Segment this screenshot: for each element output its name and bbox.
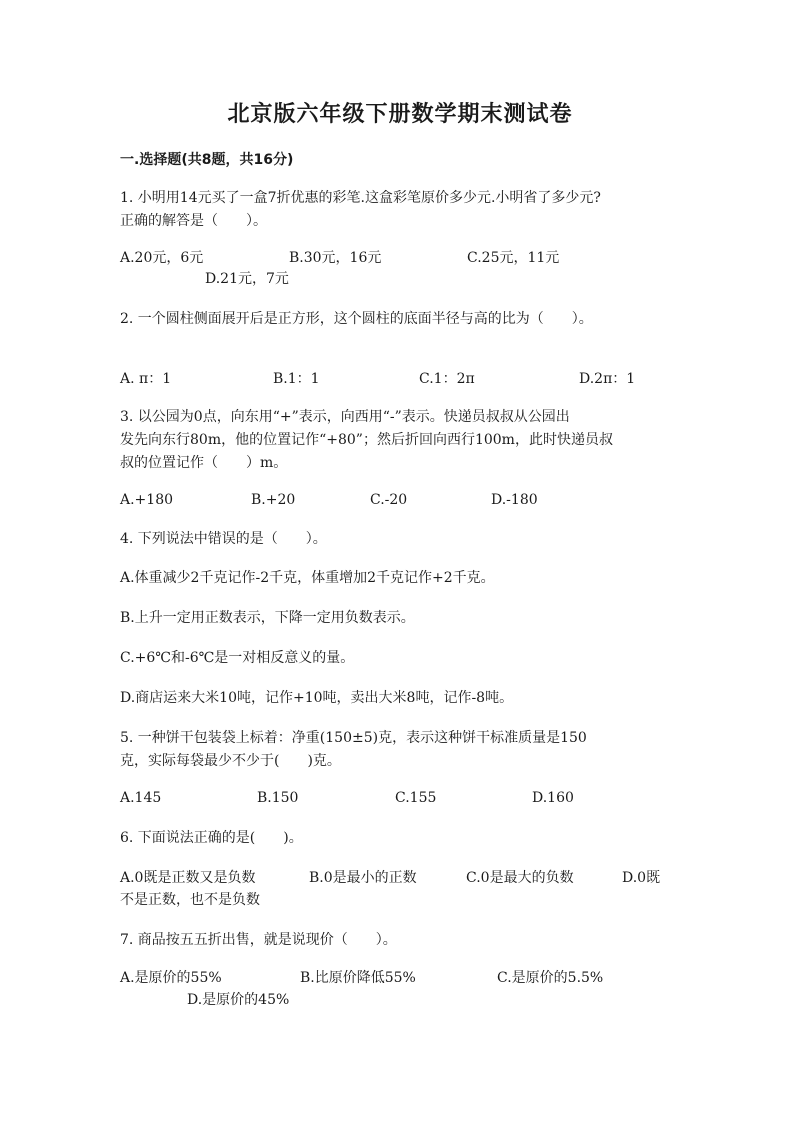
question-7-option-c[interactable]: C.是原价的5.5% <box>497 970 604 986</box>
question-7-line-1: 7. 商品按五五折出售，就是说现价（ ）。 <box>120 932 397 948</box>
question-4-option-a[interactable]: A.体重减少2千克记作-2千克，体重增加2千克记作+2千克。 <box>120 570 495 586</box>
question-1-option-c[interactable]: C.25元，11元 <box>467 250 560 266</box>
question-5-option-d[interactable]: D.160 <box>532 790 574 806</box>
question-4-line-1: 4. 下列说法中错误的是（ ）。 <box>120 531 327 547</box>
question-7-option-a[interactable]: A.是原价的55% <box>120 970 222 986</box>
question-1-line-2: 正确的解答是（ ）。 <box>120 213 267 229</box>
question-4-option-c[interactable]: C.+6℃和-6℃是一对相反意义的量。 <box>120 650 355 666</box>
question-4-option-b[interactable]: B.上升一定用正数表示，下降一定用负数表示。 <box>120 610 415 626</box>
question-2-option-d[interactable]: D.2π：1 <box>579 371 636 387</box>
section-heading: 一.选择题(共8题，共16分) <box>120 152 294 168</box>
question-5-line-2: 克，实际每袋最少不少于( )克。 <box>120 753 341 769</box>
question-5-line-1: 5. 一种饼干包装袋上标着：净重(150±5)克，表示这种饼干标准质量是150 <box>120 730 587 746</box>
question-3-option-a[interactable]: A.+180 <box>120 492 174 508</box>
question-2-line-1: 2. 一个圆柱侧面展开后是正方形，这个圆柱的底面半径与高的比为（ ）。 <box>120 311 593 327</box>
question-6-option-a[interactable]: A.0既是正数又是负数 <box>120 870 256 886</box>
question-7-option-b[interactable]: B.比原价降低55% <box>300 970 416 986</box>
question-7-option-d[interactable]: D.是原价的45% <box>187 992 290 1008</box>
question-6-option-b[interactable]: B.0是最小的正数 <box>309 870 417 886</box>
question-3-line-2: 发先向东行80m，他的位置记作“+80”；然后折回向西行100m，此时快递员叔 <box>120 432 613 448</box>
question-3-option-c[interactable]: C.-20 <box>370 492 408 508</box>
question-1-option-a[interactable]: A.20元，6元 <box>120 250 204 266</box>
question-2-option-b[interactable]: B.1：1 <box>273 371 320 387</box>
question-5-option-a[interactable]: A.145 <box>120 790 162 806</box>
question-3-option-d[interactable]: D.-180 <box>491 492 538 508</box>
question-2-option-a[interactable]: A. π：1 <box>120 371 172 387</box>
question-1-option-b[interactable]: B.30元，16元 <box>289 250 382 266</box>
page-title: 北京版六年级下册数学期末测试卷 <box>227 102 573 127</box>
question-6-option-d-continued: 不是正数，也不是负数 <box>120 892 260 908</box>
question-5-option-b[interactable]: B.150 <box>257 790 299 806</box>
question-1-line-1: 1. 小明用14元买了一盒7折优惠的彩笔.这盒彩笔原价多少元.小明省了多少元? <box>120 190 601 206</box>
question-6-option-c[interactable]: C.0是最大的负数 <box>466 870 574 886</box>
question-3-option-b[interactable]: B.+20 <box>251 492 296 508</box>
question-6-line-1: 6. 下面说法正确的是( )。 <box>120 830 303 846</box>
question-2-option-c[interactable]: C.1：2π <box>419 371 475 387</box>
question-5-option-c[interactable]: C.155 <box>395 790 437 806</box>
question-4-option-d[interactable]: D.商店运来大米10吨，记作+10吨，卖出大米8吨，记作-8吨。 <box>120 690 514 706</box>
question-3-line-3: 叔的位置记作（ ）m。 <box>120 455 288 471</box>
question-3-line-1: 3. 以公园为0点，向东用“+”表示，向西用“-”表示。快递员叔叔从公园出 <box>120 409 570 425</box>
question-6-option-d[interactable]: D.0既 <box>622 870 661 886</box>
question-1-option-d[interactable]: D.21元，7元 <box>205 271 289 287</box>
